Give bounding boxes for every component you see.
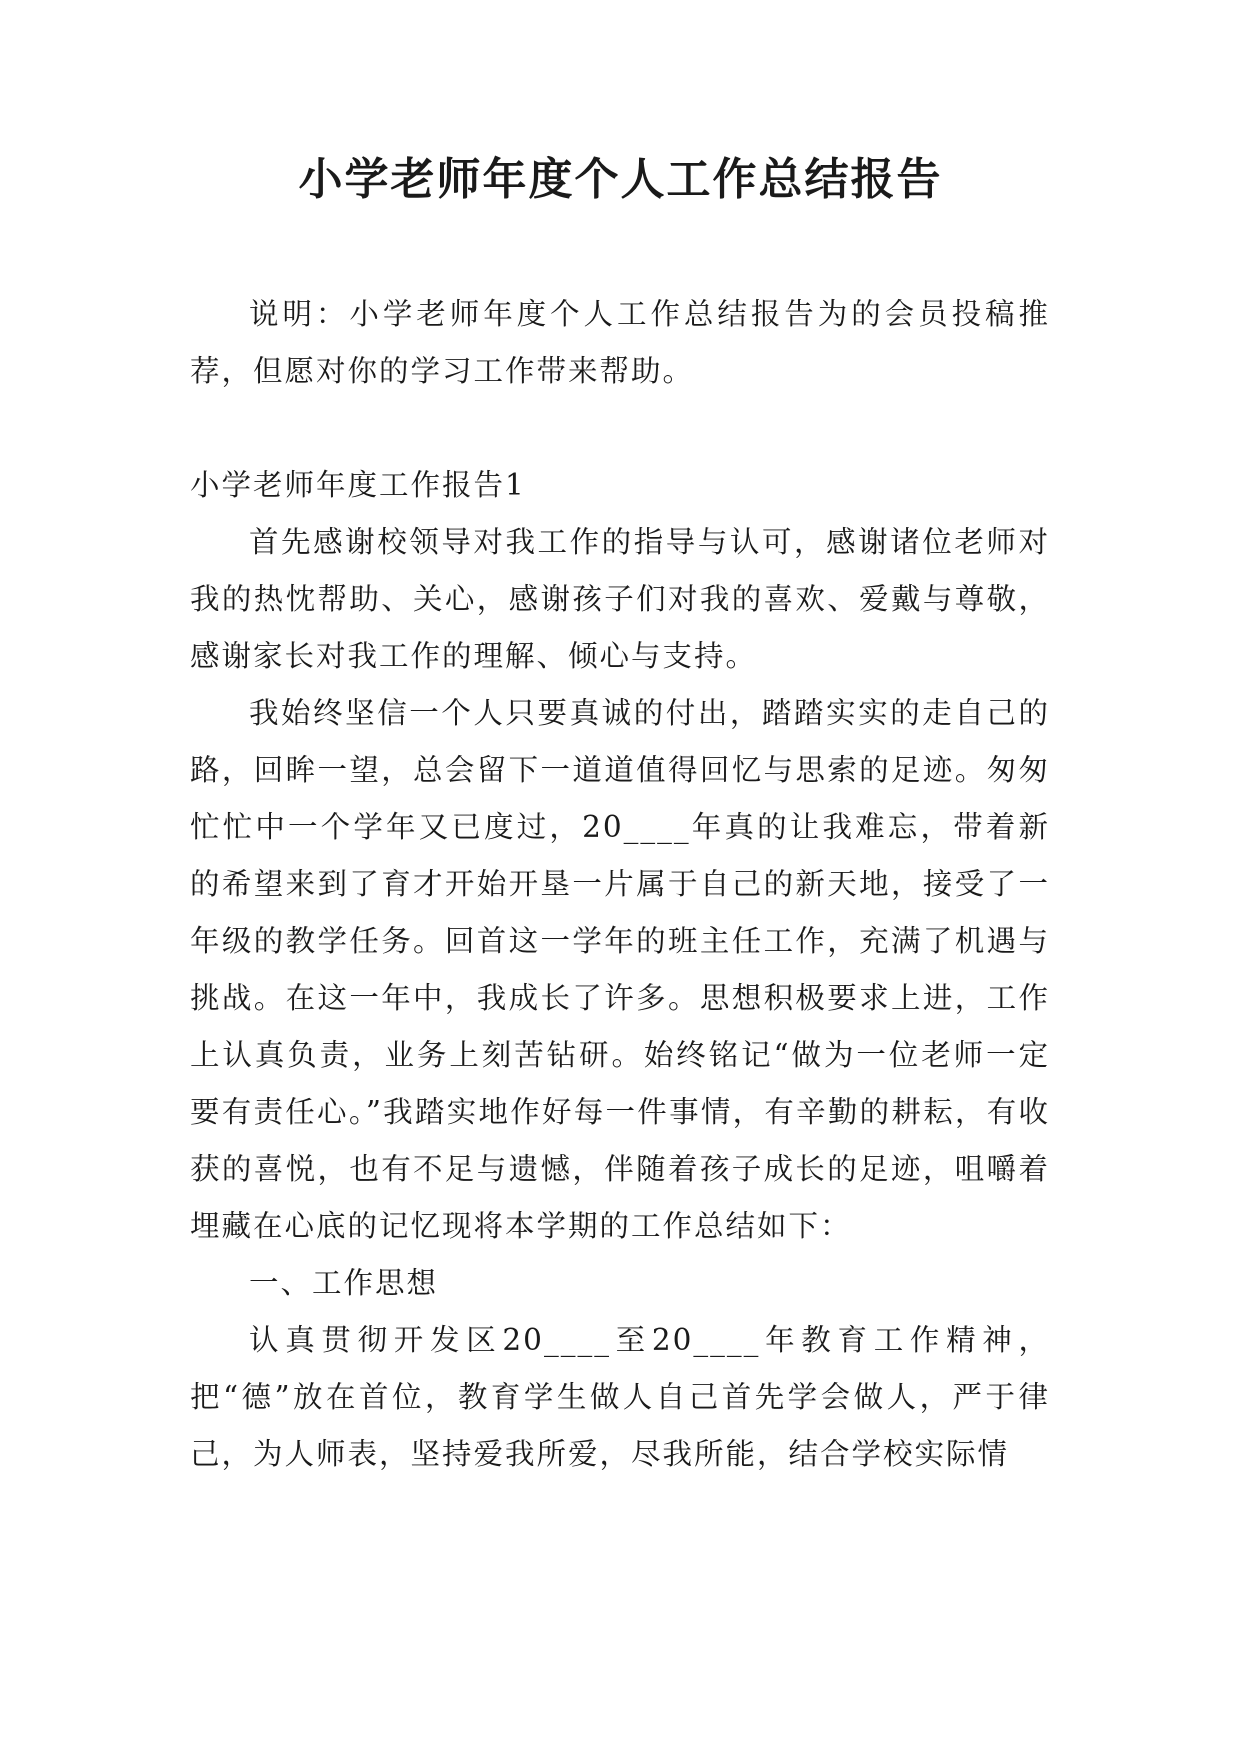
body-paragraph: 我始终坚信一个人只要真诚的付出，踏踏实实的走自己的路，回眸一望，总会留下一道道值得回忆与思索的足迹。匆匆忙忙中一个学年又已度过，20____年真的让我难忘，带着新的希望来到了育才开始开垦一片属于自己的新天地，接受了一年级的教学任务。回首这一学年的班主任工作，充满了机遇与挑战。在这一年中，我成长了许多。思想积极要求上进，工作上认真负责，业务上刻苦钻研。始终铭记“做为一位老师一定要有责任心。”我踏实地作好每一件事情，有辛勤的耕耘，有收获的喜悦，也有不足与遗憾，伴随着孩子成长的足迹，咀嚼着埋藏在心底的记忆现将本学期的工作总结如下：: [190, 696, 1050, 1243]
intro-paragraph: 说明：小学老师年度个人工作总结报告为的会员投稿推荐，但愿对你的学习工作带来帮助。: [190, 297, 1050, 388]
body-paragraph: 首先感谢校领导对我工作的指导与认可，感谢诸位老师对我的热忱帮助、关心，感谢孩子们对我的喜欢、爱戴与尊敬，感谢家长对我工作的理解、倾心与支持。: [190, 525, 1050, 673]
section-heading: 小学老师年度工作报告1: [190, 468, 526, 502]
document-title: 小学老师年度个人工作总结报告: [298, 154, 943, 205]
document-body: [190, 286, 1050, 1483]
subsection-heading: 一、工作思想: [249, 1266, 439, 1300]
body-paragraph: 认真贯彻开发区20____至20____年教育工作精神，把“德”放在首位，教育学生做人自己首先学会做人，严于律己，为人师表，坚持爱我所爱，尽我所能，结合学校实际情: [190, 1323, 1050, 1471]
